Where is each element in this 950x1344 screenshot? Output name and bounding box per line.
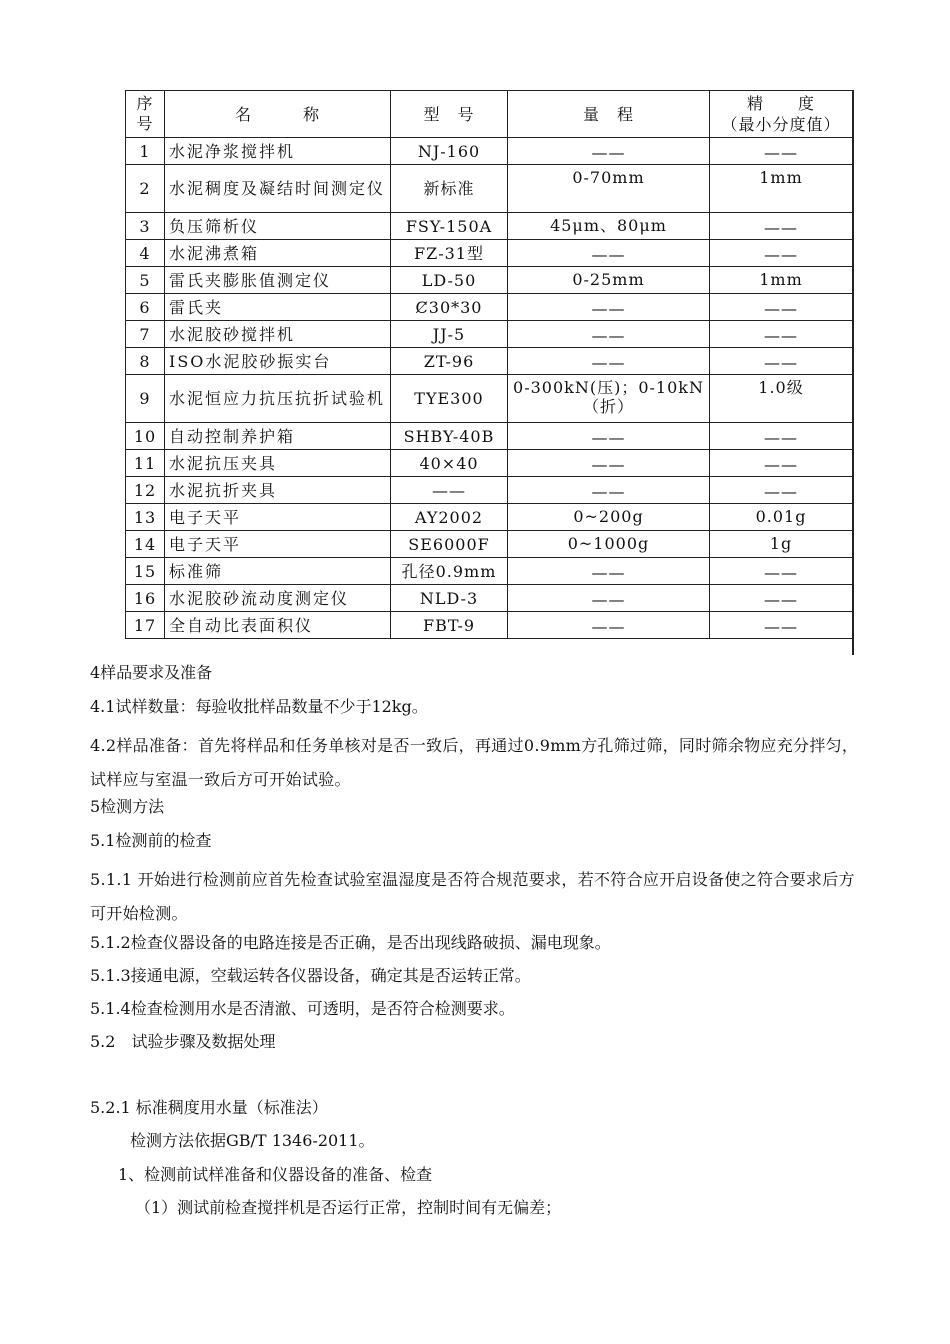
cell-precision: —— (710, 477, 853, 504)
section-5-1-4: 5.1.4检查检测用水是否清澈、可透明，是否符合检测要求。 (90, 999, 515, 1018)
cell-precision: —— (710, 348, 853, 375)
section-5-2: 5.2 试验步骤及数据处理 (90, 1032, 276, 1051)
cell-precision: —— (710, 558, 853, 585)
table-row (126, 267, 853, 294)
table-row (126, 585, 853, 612)
cell-precision: 1mm (710, 267, 853, 294)
cell-seq: 13 (126, 504, 165, 531)
cell-range: 0~200g (508, 504, 710, 531)
cell-range: 45μm、80μm (508, 213, 710, 240)
cell-name: 水泥抗折夹具 (165, 477, 391, 504)
header-precision-line2: （最小分度值） (721, 115, 841, 134)
cell-precision: —— (710, 423, 853, 450)
table-row (126, 450, 853, 477)
cell-seq: 1 (126, 138, 165, 165)
cell-model: —— (391, 477, 508, 504)
cell-name: 水泥稠度及凝结时间测定仪 (165, 165, 391, 213)
cell-name: 电子天平 (165, 504, 391, 531)
section-5-2-1: 5.2.1 标准稠度用水量（标准法） (90, 1098, 328, 1117)
cell-model: TYE300 (391, 375, 508, 423)
table-row (126, 612, 853, 639)
cell-precision: —— (710, 240, 853, 267)
cell-range: —— (508, 450, 710, 477)
table-row (126, 531, 853, 558)
cell-seq: 5 (126, 267, 165, 294)
cell-model: NLD-3 (391, 585, 508, 612)
method-basis: 检测方法依据GB/T 1346-2011。 (130, 1131, 375, 1150)
cell-model: NJ-160 (391, 138, 508, 165)
cell-precision: 1mm (710, 165, 853, 213)
cell-name: 自动控制养护箱 (165, 423, 391, 450)
cell-range: —— (508, 294, 710, 321)
cell-seq: 14 (126, 531, 165, 558)
cell-model: Ȼ30*30 (391, 294, 508, 321)
section-4-1: 4.1试样数量：每验收批样品数量不少于12kg。 (90, 697, 428, 716)
cell-name: 标准筛 (165, 558, 391, 585)
cell-range: 0-70mm (508, 165, 710, 213)
cell-precision: 1.0级 (710, 375, 853, 423)
header-model: 型 号 (391, 91, 508, 138)
cell-name: 雷氏夹 (165, 294, 391, 321)
cell-name: 水泥胶砂搅拌机 (165, 321, 391, 348)
cell-name: 水泥抗压夹具 (165, 450, 391, 477)
table-row (126, 504, 853, 531)
header-name: 名 称 (165, 91, 391, 138)
cell-seq: 2 (126, 165, 165, 213)
cell-name: 水泥净浆搅拌机 (165, 138, 391, 165)
cell-precision: 0.01g (710, 504, 853, 531)
header-range: 量 程 (508, 91, 710, 138)
cell-model: LD-50 (391, 267, 508, 294)
header-precision (710, 91, 853, 138)
cell-precision: 1g (710, 531, 853, 558)
cell-model: FBT-9 (391, 612, 508, 639)
cell-seq: 9 (126, 375, 165, 423)
cell-range: —— (508, 138, 710, 165)
cell-precision: —— (710, 585, 853, 612)
cell-precision: —— (710, 450, 853, 477)
cell-seq: 17 (126, 612, 165, 639)
cell-range: —— (508, 321, 710, 348)
cell-model: ZT-96 (391, 348, 508, 375)
cell-model: 孔径0.9mm (391, 558, 508, 585)
cell-name: 雷氏夹膨胀值测定仪 (165, 267, 391, 294)
header-precision-line1: 精 度 (746, 94, 815, 113)
cell-model: FZ-31型 (391, 240, 508, 267)
section-4-2: 4.2样品准备：首先将样品和任务单核对是否一致后，再通过0.9mm方孔筛过筛，同时筛余物应充分拌匀，试样应与室温一致后方可开始试验。 (90, 736, 859, 789)
cell-range: 0-25mm (508, 267, 710, 294)
cell-precision: —— (710, 321, 853, 348)
table-header-row (126, 91, 853, 138)
table-row (126, 558, 853, 585)
step-1: 1、检测前试样准备和仪器设备的准备、检查 (118, 1165, 433, 1184)
table-row (126, 213, 853, 240)
section-5-1: 5.1检测前的检查 (90, 831, 212, 850)
cell-name: 全自动比表面积仪 (165, 612, 391, 639)
cell-seq: 11 (126, 450, 165, 477)
cell-model: SE6000F (391, 531, 508, 558)
cell-name: 电子天平 (165, 531, 391, 558)
cell-model: SHBY-40B (391, 423, 508, 450)
cell-model: FSY-150A (391, 213, 508, 240)
section-5-heading: 5检测方法 (90, 797, 165, 816)
cell-seq: 8 (126, 348, 165, 375)
cell-name: 水泥胶砂流动度测定仪 (165, 585, 391, 612)
table-row (126, 240, 853, 267)
cell-range: 0-300kN(压)；0-10kN（折） (508, 375, 710, 423)
step-1-1: （1）测试前检查搅拌机是否运行正常，控制时间有无偏差； (135, 1198, 562, 1217)
cell-range: —— (508, 477, 710, 504)
cell-seq: 4 (126, 240, 165, 267)
table-row (126, 348, 853, 375)
table-row (126, 477, 853, 504)
equipment-table (125, 90, 853, 639)
cell-precision: —— (710, 213, 853, 240)
cell-seq: 6 (126, 294, 165, 321)
cell-name: ISO水泥胶砂振实台 (165, 348, 391, 375)
cell-name: 水泥沸煮箱 (165, 240, 391, 267)
table-row (126, 165, 853, 213)
cell-seq: 7 (126, 321, 165, 348)
cell-range: —— (508, 585, 710, 612)
cell-range: —— (508, 612, 710, 639)
cell-seq: 16 (126, 585, 165, 612)
table-row (126, 375, 853, 423)
cell-model: JJ-5 (391, 321, 508, 348)
cell-model: AY2002 (391, 504, 508, 531)
table-body (126, 138, 853, 639)
table-row (126, 321, 853, 348)
cell-range: —— (508, 348, 710, 375)
table-row (126, 138, 853, 165)
cell-precision: —— (710, 612, 853, 639)
table-row (126, 294, 853, 321)
table-row (126, 423, 853, 450)
cell-seq: 12 (126, 477, 165, 504)
table-right-border (852, 90, 854, 655)
cell-model: 40×40 (391, 450, 508, 477)
cell-seq: 15 (126, 558, 165, 585)
cell-model: 新标准 (391, 165, 508, 213)
cell-range: —— (508, 558, 710, 585)
cell-range: —— (508, 423, 710, 450)
cell-seq: 3 (126, 213, 165, 240)
section-5-1-2: 5.1.2检查仪器设备的电路连接是否正确，是否出现线路破损、漏电现象。 (90, 933, 611, 952)
cell-range: 0~1000g (508, 531, 710, 558)
cell-precision: —— (710, 138, 853, 165)
cell-range: —— (508, 240, 710, 267)
section-4-heading: 4样品要求及准备 (90, 663, 213, 682)
section-5-1-3: 5.1.3接通电源，空载运转各仪器设备，确定其是否运转正常。 (90, 966, 531, 985)
cell-seq: 10 (126, 423, 165, 450)
cell-precision: —— (710, 294, 853, 321)
cell-name: 负压筛析仪 (165, 213, 391, 240)
header-seq: 序 号 (126, 91, 165, 138)
section-5-1-1: 5.1.1 开始进行检测前应首先检查试验室温湿度是否符合规范要求，若不符合应开启设备使之符合要求后方可开始检测。 (90, 870, 855, 923)
cell-name: 水泥恒应力抗压抗折试验机 (165, 375, 391, 423)
